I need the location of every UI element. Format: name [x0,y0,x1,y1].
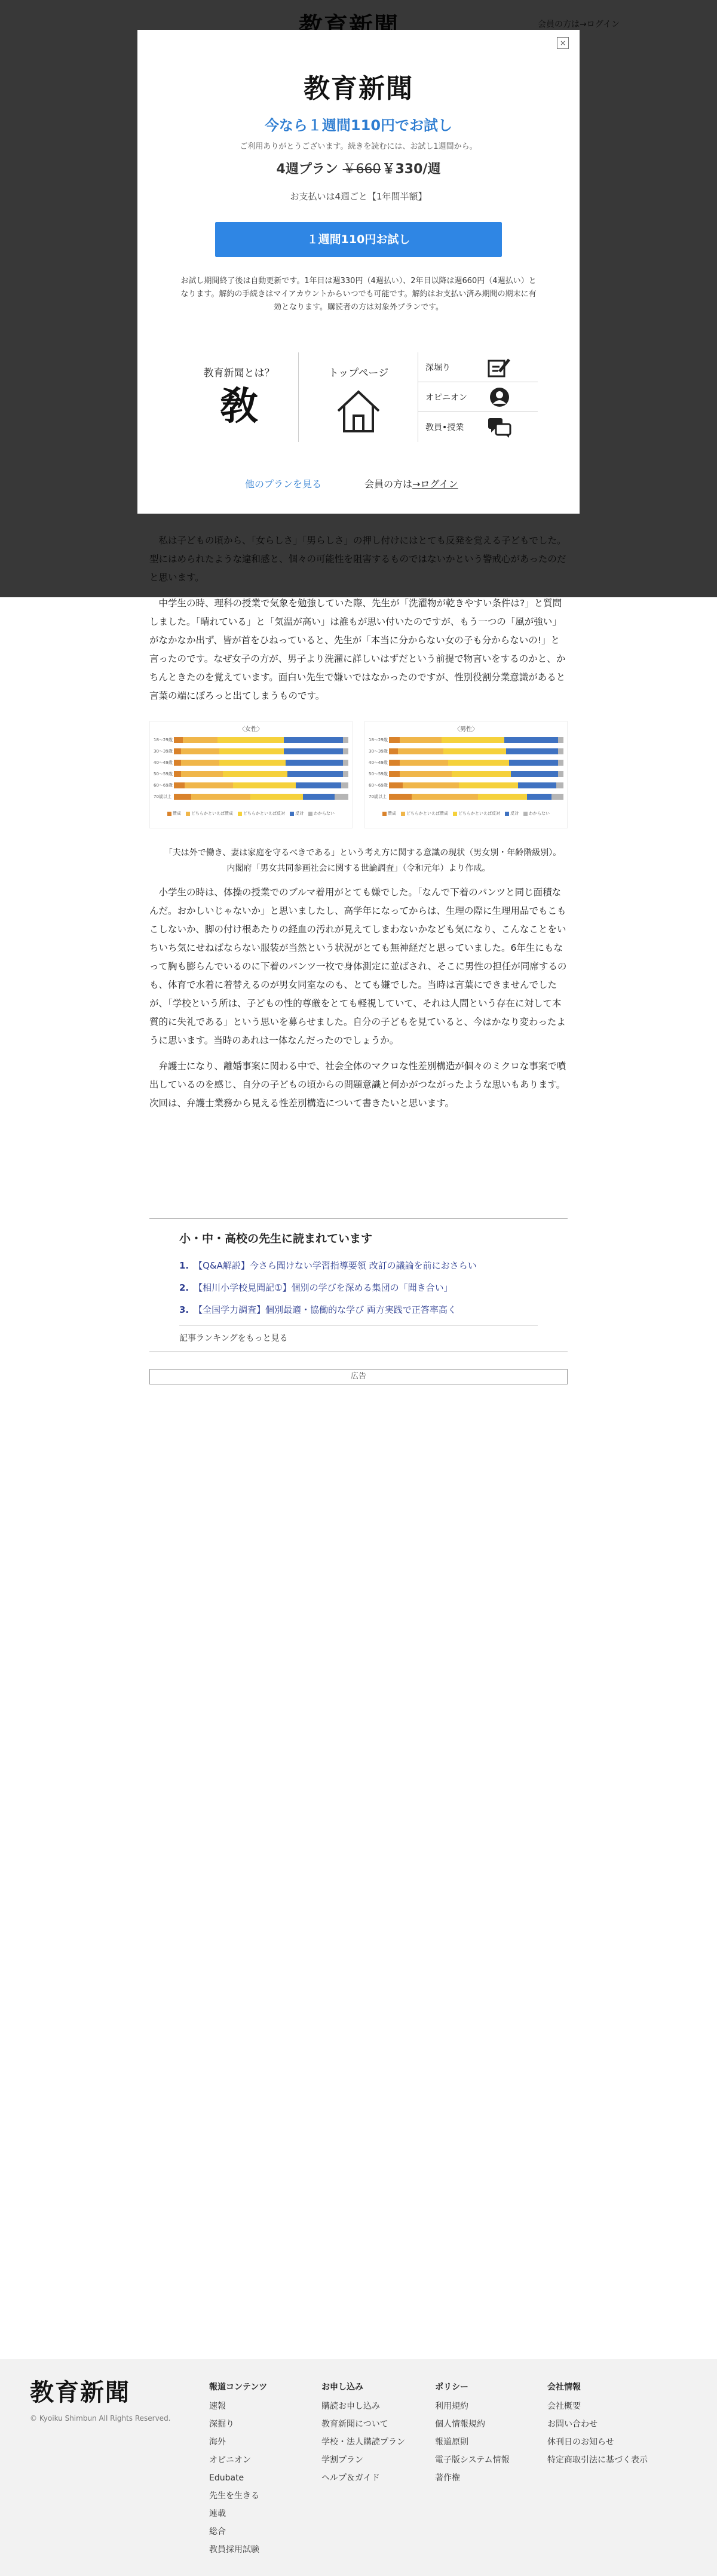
chart-row [369,747,563,756]
chart-bar-segment [217,737,284,743]
chart-bar-segment [527,794,551,800]
chart-legend-item: どちらかといえば反対 [453,805,500,823]
trial-terms: お試し期間終了後は自動更新です。1年目は週330円（4週払い）、2年目以降は週660円（4週払い）となります。解約の手続きはマイアカウントからいつでも可能です。解約はお支払い済み期間の期末に有効となります。購読者の方は対象外プランです。 [180,277,537,312]
chart-bar-segment [389,737,400,743]
chart-row [154,770,348,778]
footer-link[interactable]: 報道原則 [435,2437,468,2447]
chart-bar-segment [250,794,303,800]
footer-link[interactable]: 先生を生きる [209,2491,259,2501]
chart-bar-segment [174,782,185,788]
chart-legend-item: わからない [523,805,550,823]
chart-title: 〈男性〉 [454,726,478,733]
chart-bar-segment [343,748,348,754]
chart-bar [389,794,563,800]
chart-bar-segment [558,748,563,754]
chart-bar-segment [400,771,452,777]
chart-bar [389,782,563,788]
chart-row [154,793,348,801]
chart-category-label: 70歳以上 [369,794,387,799]
chart-legend-item: 反対 [505,805,519,823]
section-fukabori[interactable] [418,352,538,382]
chart-bar-segment [443,748,506,754]
modal-headline: 今なら１週間110円でお試し [264,117,453,134]
chart-bar-segment [403,782,458,788]
modal-subtext: ご利用ありがとうございます。続きを読むには、お試し1週間から。 [240,142,477,151]
chart-bar-segment [341,782,348,788]
plan-price [137,159,580,177]
chart-legend-item: 反対 [290,805,304,823]
feature-about-label: 教育新聞とは？ [203,367,275,379]
article-paragraph: 弁護士になり、離婚事案に関わる中で、社会全体のマクロな性差別構造が個々のミクロな事案で噴出しているのを感じ、自分の子どもの頃からの問題意識と何かがつながったような思いもあります。次回は、弁護士業務から見える性差別構造について書きたいと思います。 [149,1061,566,1109]
chat-bubbles-icon [488,416,511,438]
chart-bar-segment [219,748,284,754]
footer-link[interactable]: 教員採用試験 [209,2545,259,2554]
chart-row [154,736,348,744]
footer-column-company [547,2381,649,2473]
chart-bar-segment [389,771,400,777]
chart-bar-segment [448,760,509,766]
chart-row [154,781,348,790]
footer-link[interactable]: 会社概要 [547,2402,581,2411]
chart-bar-segment [181,771,223,777]
feature-about[interactable] [179,352,299,442]
chart-bar-segment [174,748,181,754]
chart-legend-item: わからない [308,805,335,823]
chart-category-label: 50〜59歳 [369,771,388,776]
chart-bar-segment [518,782,556,788]
chart-row [154,759,348,767]
chart-row [369,781,563,790]
chart-bar-segment [303,794,335,800]
modal-logo: 教育新聞 [304,73,413,104]
payment-note: お支払いは4週ごと【1年間半額】 [290,191,427,202]
ranking-link[interactable]: 【相川小学校見聞記①】個別の学びを深める集団の「聞き合い」 [194,1282,453,1293]
footer-link[interactable]: 連載 [209,2509,226,2519]
chart-legend-item: 賛成 [382,805,396,823]
ranking-number: 3. [179,1304,189,1315]
ranking-link[interactable]: 【全国学力調査】個別最適・協働的な学び 両方実践で正答率高く [194,1304,456,1315]
chart-bar [389,748,563,754]
chart-figure [149,721,568,828]
footer-link[interactable]: オピニオン [209,2455,251,2465]
article-paragraph: 小学生の時は、体操の授業でのブルマ着用がとても嫌でした。「なんで下着のパンツと同じ面積なんだ。おかしいじゃないか」と思いましたし、高学年になってからは、生理の際に生理用品でもこもこしないか、脚の付け根あたりの経血の汚れが見えてしまわないかなども気になり、こんなことをいちいち気にせねばならない服装が当然という状況がとても無神経だと思っていました。6年生にもなって胸も膨らんでいるのに下着のパンツ一枚で身体測定に並ばされ、そこに男性の担任が同席するのも、体育で水着に着替えるのが男女同室なのも、とても嫌でした。当時は言葉にできませんでしたが、「学校という所は、子どもの性的尊厳をとても軽視していて、それは人間という存在に対して本質的に失礼である」という思いを募らせました。自分の子どもを見ていると、今はかなり変わったように思います。当時のあれは一体なんだったのでしょうか。 [149,887,567,1046]
footer-column-news [209,2381,323,2562]
chart-row [154,747,348,756]
chart-legend-item: どちらかといえば反対 [238,805,285,823]
chart-bar-segment [284,737,343,743]
new-price: ￥330/週 [382,162,441,177]
chart-bar [174,782,348,788]
footer-column-policy [435,2381,549,2491]
chart-category-label: 30〜39歳 [369,748,388,754]
chart-bar-segment [400,737,442,743]
copyright: © Kyoiku Shimbun All Rights Reserved. [30,2414,171,2423]
chart-bar-segment [478,794,527,800]
ranking-number: 2. [179,1282,189,1293]
chart-female [149,721,353,828]
member-login [364,477,458,490]
chart-bar [174,760,348,766]
section-label: オピニオン [425,393,467,403]
footer-link[interactable]: 総合 [209,2527,226,2537]
chart-bar-segment [284,748,343,754]
chart-bar-segment [558,737,563,743]
footer-link[interactable]: 利用規約 [435,2402,468,2411]
chart-bar-segment [452,771,511,777]
old-price: ￥660 [342,162,381,177]
chart-bar-segment [398,748,443,754]
chart-bar-segment [506,748,559,754]
chart-bar [174,737,348,743]
chart-legend [369,805,563,823]
member-prefix: 会員の方は [364,478,413,490]
chart-category-label: 30〜39歳 [154,748,173,754]
section-opinion[interactable] [418,382,538,412]
chart-bar-segment [183,737,217,743]
chart-bar-segment [504,737,559,743]
feature-top-page[interactable] [299,352,418,442]
plan-label: 4週プラン [276,162,338,177]
chart-bar-segment [551,794,563,800]
chart-row [369,770,563,778]
chart-bar-segment [343,737,348,743]
chart-bar-segment [174,771,181,777]
ranking-title: 小・中・高校の先生に読まれています [179,1232,373,1245]
chart-bar-segment [296,782,341,788]
pencil-note-icon [488,356,511,379]
ranking-link[interactable]: 【Q&A解説】今さら聞けない学習指導要領 改訂の議論を前におさらい [194,1260,477,1271]
kyoiku-kanji-icon: 敎 [220,384,258,429]
chart-row [369,736,563,744]
section-label: 教員•授業 [425,423,464,432]
chart-bar-segment [389,760,400,766]
chart-bar-segment [389,782,403,788]
ranking-list [179,1259,538,1316]
footer-link[interactable]: 電子版システム情報 [435,2455,510,2465]
chart-bar-segment [556,782,563,788]
chart-bar-segment [389,748,398,754]
chart-male [364,721,568,828]
footer-link[interactable]: 著作権 [435,2473,460,2483]
footer-link[interactable]: ヘルプ＆ガイド [321,2473,380,2483]
chart-bar-segment [558,771,563,777]
ranking-item[interactable] [179,1281,538,1294]
chart-bar [389,760,563,766]
chart-bar-segment [442,737,504,743]
footer-link[interactable]: お問い合わせ [547,2420,598,2429]
footer-link[interactable]: 学校・法人購読プラン [321,2437,405,2447]
chart-bar-segment [181,748,219,754]
section-teachers[interactable] [418,412,538,442]
chart-category-label: 18〜29歳 [369,737,388,742]
chart-category-label: 40〜49歳 [369,760,388,765]
chart-category-label: 60〜69歳 [154,782,173,788]
chart-bar-segment [223,771,287,777]
footer-column-title: ポリシー [435,2382,468,2392]
chart-row [369,759,563,767]
chart-row [369,793,563,801]
chart-bar-segment [412,794,478,800]
footer-column-apply [321,2381,435,2491]
ranking-item[interactable] [179,1303,538,1316]
trial-button[interactable]: １週間110円お試し [215,222,502,257]
chart-bar-segment [343,760,348,766]
chart-legend-item: どちらかといえば賛成 [401,805,448,823]
person-icon [488,386,511,409]
article-body [149,532,568,1120]
ranking-item[interactable] [179,1259,538,1272]
chart-bar-segment [286,760,343,766]
chart-bar [389,737,563,743]
chart-category-label: 60〜69歳 [369,782,388,788]
ranking-number: 1. [179,1260,189,1271]
footer-column-title: 報道コンテンツ [209,2382,268,2392]
chart-bar-segment [389,794,412,800]
ranking-box [149,1218,568,1352]
chart-bar-segment [558,760,563,766]
footer-link[interactable]: 特定商取引法に基づく表示 [547,2455,648,2465]
close-icon[interactable]: × [557,37,569,49]
chart-bar-segment [174,760,181,766]
chart-legend [154,805,348,823]
login-link[interactable]: →ログイン [412,478,458,490]
footer-column-title: 会社情報 [547,2382,581,2392]
chart-bar [174,771,348,777]
house-icon [336,388,381,434]
section-links [418,352,538,442]
chart-bar-segment [509,760,558,766]
chart-bar-segment [233,782,296,788]
chart-bar-segment [287,771,343,777]
chart-category-label: 40〜49歳 [154,760,173,765]
article-paragraph: 中学生の時、理科の授業で気象を勉強していた際、先生が「洗濯物が乾きやすい条件は?」と質問しました。「晴れている」と「気温が高い」は誰もが思い付いたのですが、もう一つの「風が強い」がなかなか出ず、皆が首をひねっていると、先生が「本当に分からない女の子も分からないの!」と言ったのです。なぜ女子の方が、男子より洗濯に詳しいはずだという前提で物言いをするのかと、かちんときたのを覚えています。面白い先生で嫌いではなかったのですが、性別役割分業意識があると言葉の端にぽろっと出てしまうものです。 [149,598,566,701]
feature-top-label: トップページ [328,367,389,379]
footer-logo[interactable]: 教育新聞 [30,2378,130,2406]
chart-bar-segment [185,782,234,788]
chart-category-label: 70歳以上 [154,794,171,799]
chart-bar-segment [335,794,348,800]
chart-bar-segment [174,737,183,743]
footer-link[interactable]: 休刊日のお知らせ [547,2437,614,2447]
chart-caption: 「夫は外で働き、妻は家庭を守るべきである」という考え方に関する意識の現状（男女別・年齢階級別）。内閣府「男女共同参画社会に関する世論調査」（令和元年）より作成。 [164,848,562,873]
ranking-more-link[interactable]: 記事ランキングをもっと見る [179,1325,538,1347]
chart-bar [389,771,563,777]
footer-link[interactable]: 速報 [209,2402,226,2411]
chart-bar-segment [400,760,449,766]
chart-bar-segment [191,794,250,800]
chart-bar [174,794,348,800]
footer-column-title: お申し込み [321,2382,363,2392]
chart-category-label: 50〜59歳 [154,771,173,776]
chart-bar-segment [181,760,219,766]
chart-bar-segment [219,760,286,766]
section-label: 深堀り [425,363,451,373]
feature-panel [179,352,538,442]
paywall-modal [137,30,580,514]
chart-title: 〈女性〉 [239,726,263,733]
chart-category-label: 18〜29歳 [154,737,173,742]
chart-bar-segment [174,794,191,800]
chart-bar [174,748,348,754]
ad-box: 広告 [149,1369,568,1384]
chart-bar-segment [343,771,348,777]
footer-link[interactable]: Edubate [209,2473,244,2483]
site-footer [0,2359,717,2576]
footer-link[interactable]: 購読お申し込み [321,2402,380,2411]
footer-link[interactable]: 個人情報規約 [435,2420,485,2429]
footer-link[interactable]: 教育新聞について [321,2420,388,2429]
footer-link[interactable]: 深掘り [209,2420,234,2429]
chart-legend-item: どちらかといえば賛成 [186,805,233,823]
other-plans-link[interactable]: 他のプランを見る [245,478,322,490]
chart-bar-segment [459,782,518,788]
chart-legend-item: 賛成 [167,805,181,823]
footer-link[interactable]: 学割プラン [321,2455,363,2465]
chart-bar-segment [511,771,558,777]
footer-link[interactable]: 海外 [209,2437,226,2447]
